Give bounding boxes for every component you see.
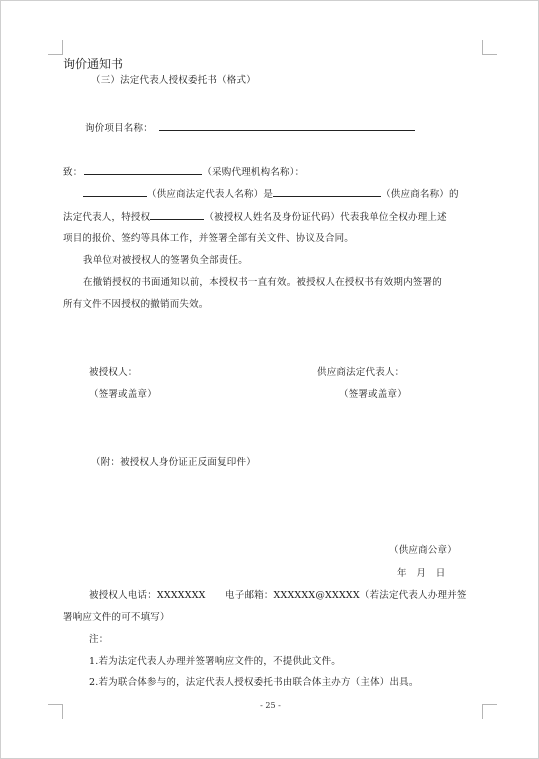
header-title: 询价通知书 xyxy=(63,57,124,71)
p1-text-b: （供应商名称）的 xyxy=(381,189,459,200)
paragraph-1-line-3: 项目的报价、签约等具体工作，并签署全部有关文件、协议及合同。 xyxy=(63,233,355,244)
page-number: - 25 - xyxy=(260,701,281,710)
section-title: （三）法定代表人授权委托书（格式） xyxy=(91,75,256,86)
contact-line: 被授权人电话：XXXXXXX 电子邮箱：XXXXXX@XXXXX（若法定代表人办理并签 xyxy=(89,590,467,601)
project-name-label: 询价项目名称： xyxy=(85,123,153,134)
paragraph-1-line-1 xyxy=(83,187,459,201)
paragraph-1-line-2 xyxy=(63,210,447,224)
p1-text-d: （被授权人姓名及身份证代码）代表我单位全权办理上述 xyxy=(204,212,447,223)
sign-note-left: （签署或盖章） xyxy=(89,389,157,400)
authorized-label: 被授权人： xyxy=(89,367,138,378)
date-line: 年 月 日 xyxy=(397,568,446,579)
paragraph-2: 我单位对被授权人的签署负全部责任。 xyxy=(83,255,248,266)
contact-line-continued: 署响应文件的可不填写） xyxy=(63,612,170,623)
crop-mark-top-right xyxy=(482,40,497,55)
legal-rep-label: 供应商法定代表人： xyxy=(317,367,405,378)
p1-text-a: （供应商法定代表人名称）是 xyxy=(147,189,274,200)
addressee-line xyxy=(63,165,304,179)
agency-name-blank xyxy=(84,165,202,175)
sign-note-right: （签署或盖章） xyxy=(339,389,407,400)
note-label: 注： xyxy=(89,634,109,645)
note-item-1: 1.若为法定代表人办理并签署响应文件的，不提供此文件。 xyxy=(89,656,341,667)
paragraph-3-line-2: 所有文件不因授权的撤销而失效。 xyxy=(63,299,209,310)
note-item-2: 2.若为联合体参与的，法定代表人授权委托书由联合体主办方（主体）出具。 xyxy=(89,677,419,688)
supplier-seal-label: （供应商公章） xyxy=(389,545,457,556)
legal-rep-name-blank xyxy=(83,187,147,197)
to-label: 致： xyxy=(63,167,83,178)
project-name-line xyxy=(85,121,415,135)
authorized-person-blank xyxy=(150,210,204,220)
p1-text-c: 法定代表人，特授权 xyxy=(63,212,151,223)
agency-note: （采购代理机构名称）： xyxy=(202,167,305,178)
crop-mark-top-left xyxy=(48,40,63,55)
attachment-note: （附：被授权人身份证正反面复印件） xyxy=(91,457,256,468)
project-name-blank xyxy=(159,121,415,131)
paragraph-3-line-1: 在撤销授权的书面通知以前，本授权书一直有效。被授权人在授权书有效期内签署的 xyxy=(83,277,442,288)
supplier-name-blank xyxy=(273,187,381,197)
